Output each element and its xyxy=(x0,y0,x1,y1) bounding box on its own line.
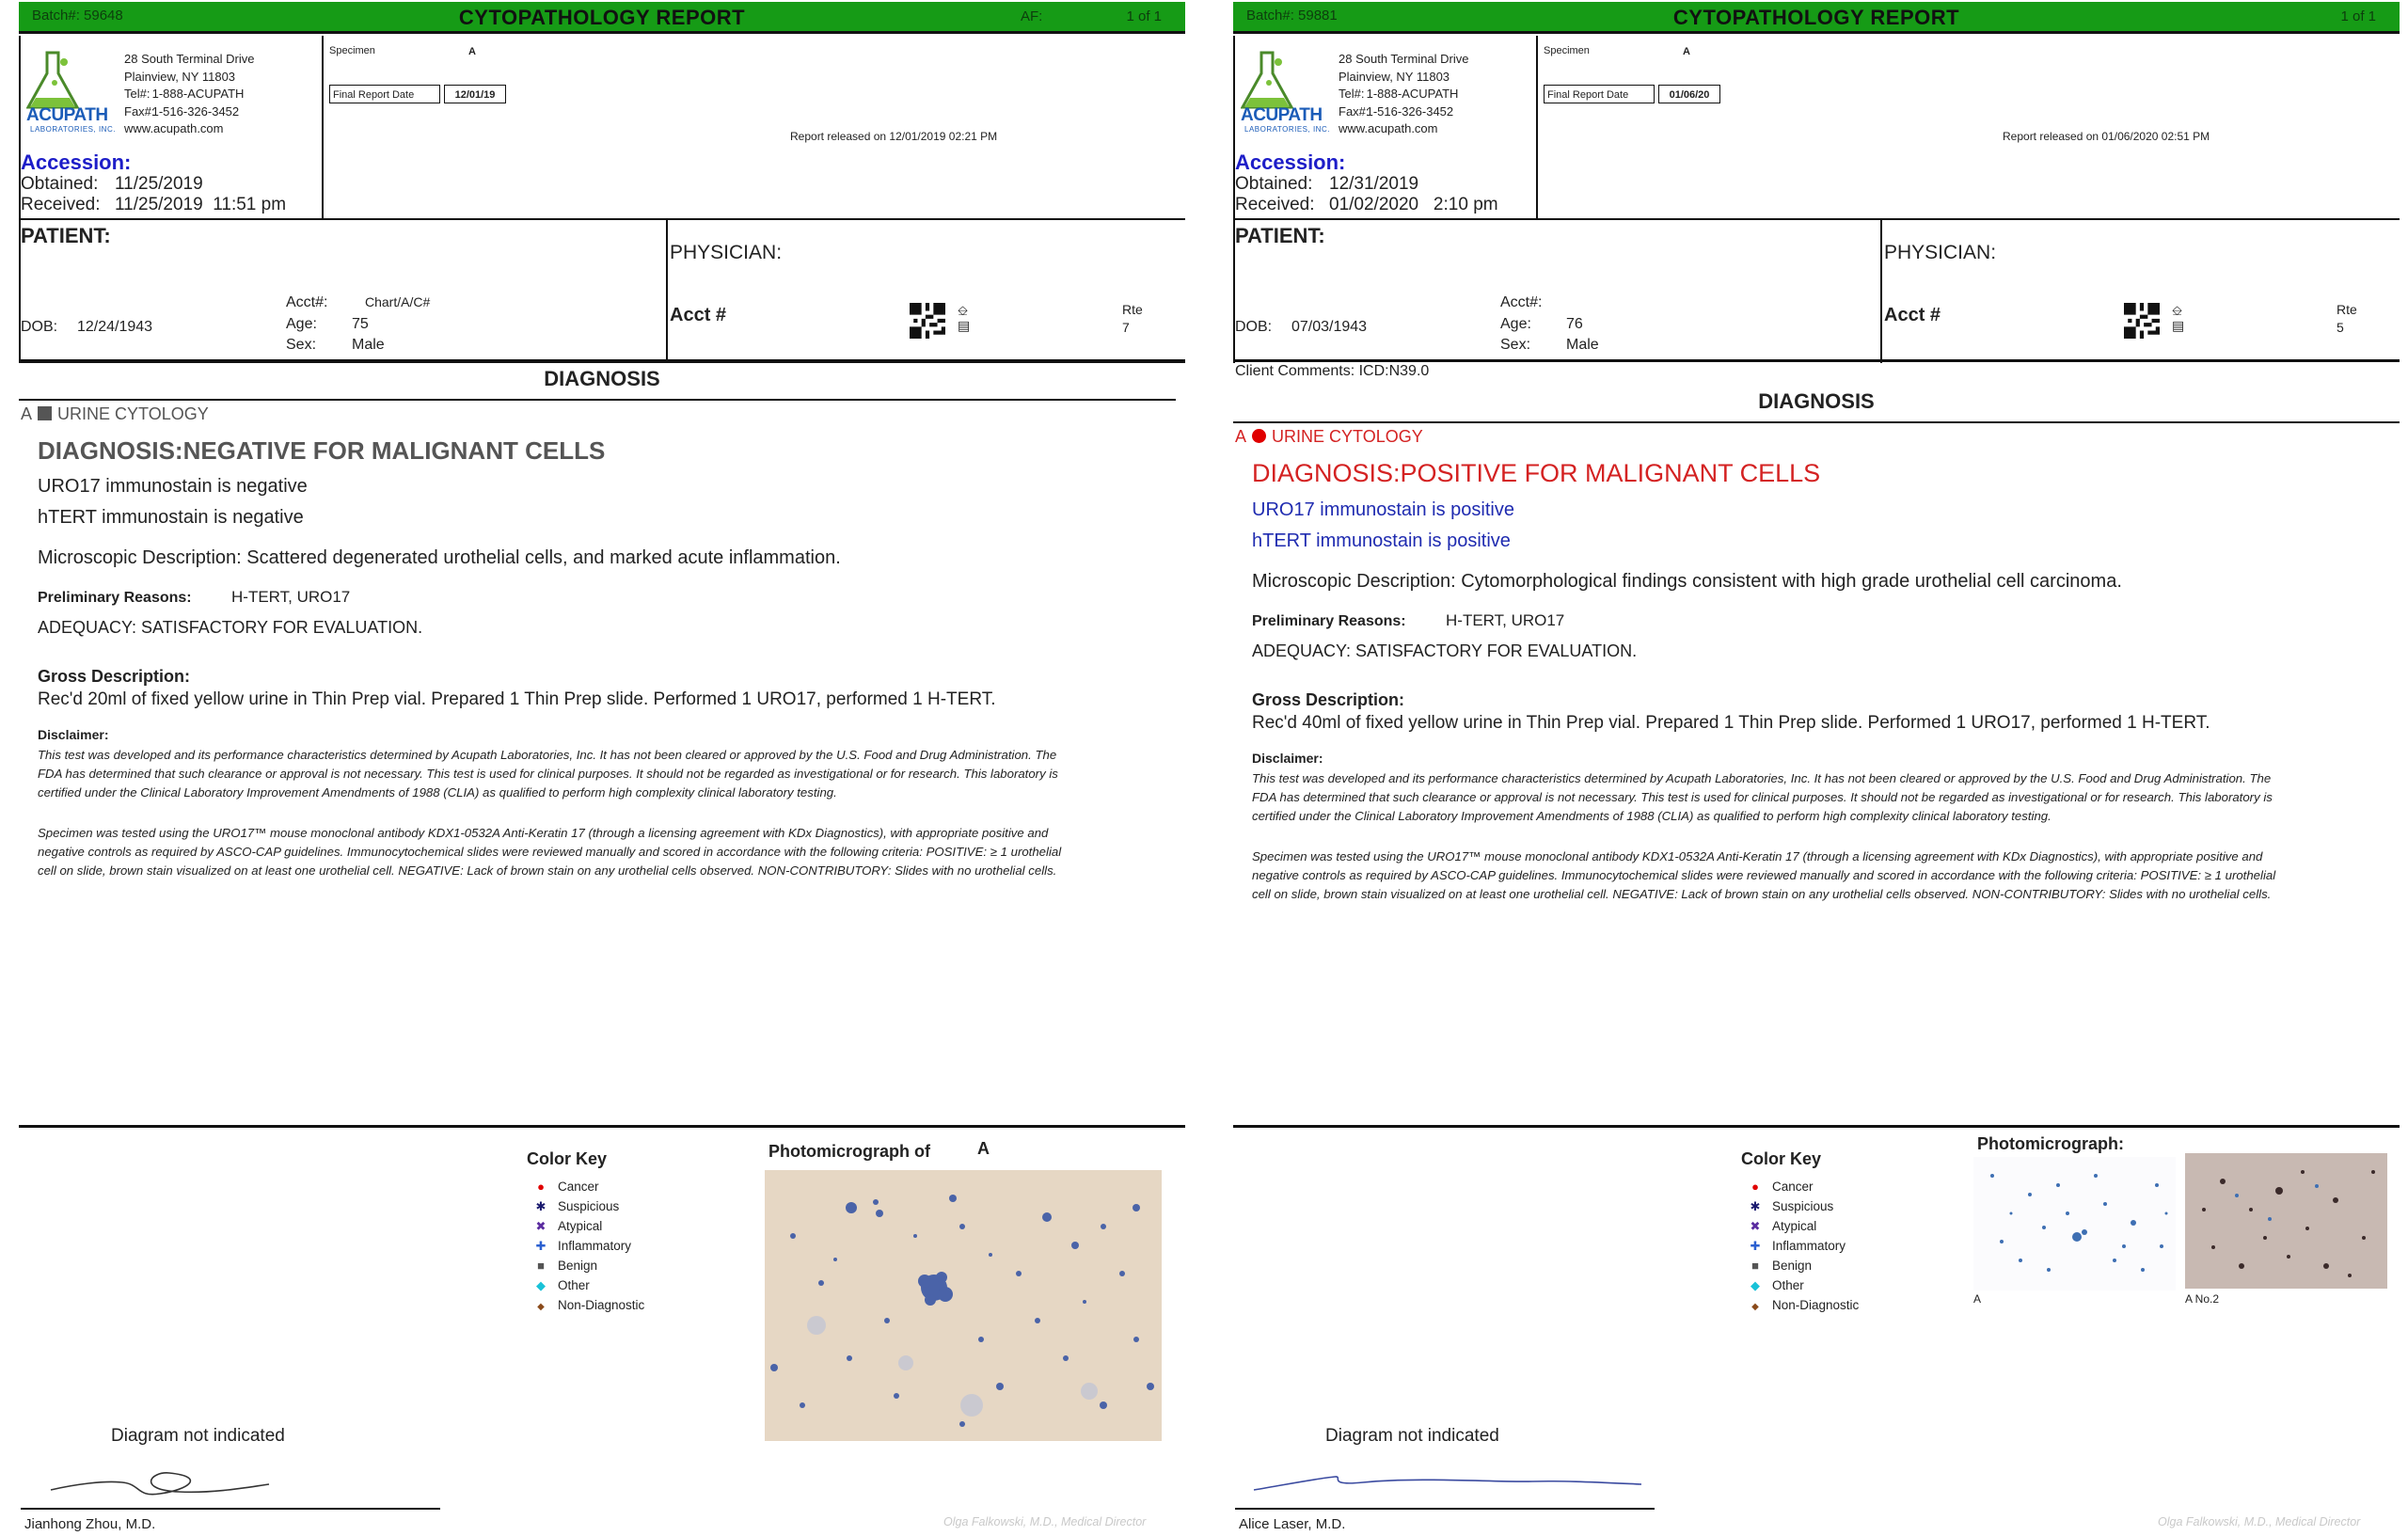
specimen-label: Specimen xyxy=(1544,45,1590,56)
tel-value: 1-888-ACUPATH xyxy=(1366,87,1459,101)
cyan-diamond-icon: ◆ xyxy=(536,1278,546,1292)
signature-line xyxy=(1235,1508,1655,1510)
purple-x-icon: ✖ xyxy=(535,1219,547,1233)
dob-value: 07/03/1943 xyxy=(1291,319,1368,335)
printer-icon: ⎒ xyxy=(958,303,969,318)
color-key-inflammatory: ✚ Inflammatory xyxy=(1746,1239,1846,1254)
blue-cross-icon: ✚ xyxy=(535,1239,547,1253)
gross-description: Rec'd 20ml of fixed yellow urine in Thin Prep vial. Prepared 1 Thin Prep slide. Performed 1 URO17, performed 1 H-TERT. xyxy=(38,689,996,709)
page-count: 1 of 1 xyxy=(2340,8,2376,24)
obtained-value: 12/31/2019 xyxy=(1329,174,1419,194)
red-dot-icon: ● xyxy=(537,1180,545,1194)
age-label: Age: xyxy=(1500,316,1531,332)
obtained-label: Obtained: xyxy=(1235,174,1313,194)
sex-value: Male xyxy=(352,337,385,353)
prelim-label: Preliminary Reasons: xyxy=(38,590,192,606)
purple-x-icon: ✖ xyxy=(1750,1219,1761,1233)
document-icon: ▤ xyxy=(2172,318,2185,333)
color-key-cancer: ● Cancer xyxy=(531,1180,599,1194)
cyan-diamond-icon: ◆ xyxy=(1751,1278,1760,1292)
lab-name: ACUPATH xyxy=(26,105,108,125)
benign-square-icon xyxy=(38,406,52,420)
diagram-not-indicated: Diagram not indicated xyxy=(1325,1426,1499,1446)
stain-result-2: hTERT immunostain is positive xyxy=(1252,530,1511,551)
received-label: Received: xyxy=(21,195,101,214)
fax-value: 1-516-326-3452 xyxy=(151,103,240,119)
report-right xyxy=(1233,0,2408,1536)
report-left xyxy=(19,0,1204,1536)
frame-line xyxy=(1233,1125,2400,1128)
sex-value: Male xyxy=(1566,337,1599,353)
printer-icon: ⎒ xyxy=(2172,303,2183,318)
frame-line xyxy=(19,399,1176,401)
lab-website[interactable]: www.acupath.com xyxy=(1339,121,1438,135)
preliminary-reasons xyxy=(38,588,350,607)
disclaimer-label: Disclaimer: xyxy=(1252,751,1323,766)
rte-label: Rte xyxy=(2337,302,2357,317)
color-key-atypical: ✖ Atypical xyxy=(531,1219,602,1234)
fax-label: Fax#: xyxy=(1339,103,1370,119)
color-key-non-diagnostic: ◆ Non-Diagnostic xyxy=(1746,1298,1859,1312)
diagnosis-header: DIAGNOSIS xyxy=(544,367,660,390)
address-line-1: 28 South Terminal Drive xyxy=(1339,52,1469,66)
address-line-1: 28 South Terminal Drive xyxy=(124,52,255,66)
photomicrograph-label: Photomicrograph of xyxy=(768,1142,930,1161)
specimen-value: A xyxy=(468,46,476,57)
frame-line xyxy=(19,359,1185,363)
received-value: 01/02/2020 2:10 pm xyxy=(1329,195,1498,214)
adequacy: ADEQUACY: SATISFACTORY FOR EVALUATION. xyxy=(1252,641,1638,660)
batch-number: Batch#: 59881 xyxy=(1246,8,1338,24)
frame-line xyxy=(1233,218,2400,220)
patient-label: PATIENT: xyxy=(1235,224,1325,247)
color-key-benign: ■ Benign xyxy=(531,1259,597,1273)
physician-acct-label: Acct # xyxy=(1884,305,1941,325)
age-value: 75 xyxy=(352,316,369,332)
tel-value: 1-888-ACUPATH xyxy=(151,87,245,101)
medical-director: Olga Falkowski, M.D., Medical Director xyxy=(943,1515,1147,1528)
final-report-date-value: 12/01/19 xyxy=(444,85,506,103)
red-dot-icon: ● xyxy=(1751,1180,1759,1194)
final-report-date-value: 01/06/20 xyxy=(1658,85,1720,103)
disclaimer-text-1: This test was developed and its performance characteristics determined by Acupath Laboratories, Inc. It has not been cleared or approved by the U.S. Food and Drug Administration. The FDA has determined that such clearance or approval is not necessary. This test is used for clinical purposes. It should not be regarded as investigational or for research. This laboratory is certified under the Clinical Laboratory Improvement Amendments of 1988 (CLIA) as qualified to perform high complexity clinical laboratory testing. xyxy=(38,748,1058,800)
navy-star-icon: ✱ xyxy=(535,1199,547,1213)
address-line-2: Plainview, NY 11803 xyxy=(1339,69,1450,84)
lab-name: ACUPATH xyxy=(1241,105,1323,125)
obtained-label: Obtained: xyxy=(21,174,99,194)
signature-line xyxy=(21,1508,440,1510)
diagnosis-title: DIAGNOSIS:POSITIVE FOR MALIGNANT CELLS xyxy=(1252,459,1821,487)
patient-acct-value: Chart/A/C# xyxy=(365,294,431,309)
sex-label: Sex: xyxy=(1500,337,1531,353)
gross-label: Gross Description: xyxy=(1252,690,1405,709)
specimen-type-line xyxy=(21,404,209,424)
dob-label: DOB: xyxy=(21,319,58,335)
report-released: Report released on 12/01/2019 02:21 PM xyxy=(790,130,998,143)
stain-result-1: URO17 immunostain is negative xyxy=(38,476,308,497)
patient-label: PATIENT: xyxy=(21,224,111,247)
color-key-suspicious: ✱ Suspicious xyxy=(1746,1199,1833,1214)
gross-description: Rec'd 40ml of fixed yellow urine in Thin Prep vial. Prepared 1 Thin Prep slide. Performed 1 URO17, performed 1 H-TERT. xyxy=(1252,713,2210,733)
accession-label: Accession: xyxy=(21,150,132,174)
specimen-type-line xyxy=(1235,427,1423,447)
prelim-label: Preliminary Reasons: xyxy=(1252,613,1406,629)
stain-result-1: URO17 immunostain is positive xyxy=(1252,499,1514,520)
prelim-value: H-TERT, URO17 xyxy=(1446,611,1565,629)
medical-director: Olga Falkowski, M.D., Medical Director xyxy=(2158,1515,2361,1528)
fax-label: Fax#: xyxy=(124,103,155,119)
client-comments: Client Comments: ICD:N39.0 xyxy=(1235,363,1430,379)
received-value: 11/25/2019 11:51 pm xyxy=(115,195,287,214)
color-key-atypical: ✖ Atypical xyxy=(1746,1219,1816,1234)
color-key-other: ◆ Other xyxy=(1746,1278,1804,1293)
photomicrograph-label: Photomicrograph: xyxy=(1977,1134,2124,1153)
color-key-non-diagnostic: ◆ Non-Diagnostic xyxy=(531,1298,644,1312)
specimen-label: Specimen xyxy=(329,45,375,56)
physician-label: PHYSICIAN: xyxy=(670,242,783,263)
frame-line xyxy=(19,218,1185,220)
physician-label: PHYSICIAN: xyxy=(1884,242,1997,263)
page-count: 1 of 1 xyxy=(1126,8,1162,24)
rte-label: Rte xyxy=(1122,302,1143,317)
frame-line xyxy=(19,1125,1185,1128)
disclaimer-label: Disclaimer: xyxy=(38,727,109,742)
signature-image xyxy=(1250,1464,1645,1496)
spec-type: URINE CYTOLOGY xyxy=(1272,427,1423,446)
photomicrograph-image-a[interactable] xyxy=(1973,1157,2176,1291)
diagnosis-title: DIAGNOSIS:NEGATIVE FOR MALIGNANT CELLS xyxy=(38,436,606,465)
lab-address xyxy=(124,51,255,138)
spec-letter: A xyxy=(21,404,33,423)
cancer-dot-icon xyxy=(1252,429,1266,443)
tel-label: Tel#: xyxy=(124,87,150,101)
gray-square-icon: ■ xyxy=(537,1259,545,1273)
sex-label: Sex: xyxy=(286,337,317,353)
color-key-title: Color Key xyxy=(527,1149,608,1168)
report-title: CYTOPATHOLOGY REPORT xyxy=(458,6,746,29)
frame-line xyxy=(666,218,668,363)
navy-star-icon: ✱ xyxy=(1750,1199,1761,1213)
accession-dates xyxy=(21,174,286,215)
specimen-value: A xyxy=(1683,46,1690,57)
gray-square-icon: ■ xyxy=(1751,1259,1759,1273)
report-released: Report released on 01/06/2020 02:51 PM xyxy=(2003,130,2210,143)
report-banner xyxy=(19,2,1185,34)
color-key-benign: ■ Benign xyxy=(1746,1259,1812,1273)
signature-image xyxy=(47,1456,273,1501)
age-label: Age: xyxy=(286,316,317,332)
address-line-2: Plainview, NY 11803 xyxy=(124,69,236,84)
prelim-value: H-TERT, URO17 xyxy=(231,588,351,606)
rte-value: 7 xyxy=(1122,320,1130,335)
final-report-date-label: Final Report Date xyxy=(329,85,440,103)
frame-line xyxy=(1233,359,2400,362)
stain-result-2: hTERT immunostain is negative xyxy=(38,507,304,528)
preliminary-reasons xyxy=(1252,611,1564,630)
spec-type: URINE CYTOLOGY xyxy=(57,404,209,423)
lab-subname: LABORATORIES, INC. xyxy=(1244,125,1330,134)
report-title: CYTOPATHOLOGY REPORT xyxy=(1672,6,1960,29)
disclaimer-text-2: Specimen was tested using the URO17™ mouse monoclonal antibody KDX1-0532A Anti-Keratin 17 (through a licensing agreement with KDx Diagnostics), with appropriate positive and negative controls as required by ASCO-CAP guidelines. Immunocytochemical slides were reviewed manually and scored in accordance with the following criteria: POSITIVE: ≥ 1 urothelial cell on slide, brown stain visualized on at least one urothelial cell. NEGATIVE: Lack of brown stain on any urothelial cells observed. NON-CONTRIBUTORY: Slides with no urothelial cells. xyxy=(1252,849,2276,901)
obtained-value: 11/25/2019 xyxy=(115,174,203,194)
tel-label: Tel#: xyxy=(1339,87,1365,101)
final-report-date-label: Final Report Date xyxy=(1544,85,1655,103)
color-key-title: Color Key xyxy=(1741,1149,1822,1168)
fax-value: 1-516-326-3452 xyxy=(1366,103,1454,119)
patient-acct-label: Acct#: xyxy=(286,294,328,310)
accession-dates xyxy=(1235,174,1498,215)
photomicrograph-image[interactable] xyxy=(765,1170,1162,1441)
frame-line xyxy=(1880,218,1882,363)
rte-value: 5 xyxy=(2337,320,2344,335)
accession-label: Accession: xyxy=(1235,150,1346,174)
microscopic-description: Microscopic Description: Cytomorphological findings consistent with high grade urothelial cell carcinoma. xyxy=(1252,571,2122,592)
age-value: 76 xyxy=(1566,316,1583,332)
disclaimer-text-2: Specimen was tested using the URO17™ mouse monoclonal antibody KDX1-0532A Anti-Keratin 17 (through a licensing agreement with KDx Diagnostics), with appropriate positive and negative controls as required by ASCO-CAP guidelines. Immunocytochemical slides were reviewed manually and scored in accordance with the following criteria: POSITIVE: ≥ 1 urothelial cell on slide, brown stain visualized on at least one urothelial cell. NEGATIVE: Lack of brown stain on any urothelial cells observed. NON-CONTRIBUTORY: Slides with no urothelial cells. xyxy=(38,826,1062,878)
diagram-not-indicated: Diagram not indicated xyxy=(111,1426,285,1446)
lab-address xyxy=(1339,51,1469,138)
color-key-suspicious: ✱ Suspicious xyxy=(531,1199,619,1214)
dob-label: DOB: xyxy=(1235,319,1273,335)
frame-line xyxy=(1233,421,2400,423)
blue-cross-icon: ✚ xyxy=(1750,1239,1761,1253)
lab-website[interactable]: www.acupath.com xyxy=(124,121,224,135)
af-label: AF: xyxy=(1021,8,1043,24)
qr-code-icon xyxy=(910,303,945,339)
color-key-inflammatory: ✚ Inflammatory xyxy=(531,1239,631,1254)
gross-label: Gross Description: xyxy=(38,667,191,686)
brown-diamond-icon: ◆ xyxy=(537,1302,545,1312)
adequacy: ADEQUACY: SATISFACTORY FOR EVALUATION. xyxy=(38,618,423,637)
photomicrograph-image-b[interactable] xyxy=(2185,1153,2387,1289)
qr-code-icon xyxy=(2124,303,2160,339)
batch-number: Batch#: 59648 xyxy=(32,8,123,24)
signer-name: Jianhong Zhou, M.D. xyxy=(24,1516,156,1532)
color-key-other: ◆ Other xyxy=(531,1278,590,1293)
frame-line xyxy=(1536,36,1538,220)
lab-subname: LABORATORIES, INC. xyxy=(30,125,116,134)
disclaimer-text-1: This test was developed and its performance characteristics determined by Acupath Laboratories, Inc. It has not been cleared or approved by the U.S. Food and Drug Administration. The FDA has determined that such clearance or approval is not necessary. This test is used for clinical purposes. It should not be regarded as investigational or for research. This laboratory is certified under the Clinical Laboratory Improvement Amendments of 1988 (CLIA) as qualified to perform high complexity clinical laboratory testing. xyxy=(1252,771,2273,823)
physician-acct-label: Acct # xyxy=(670,305,727,325)
color-key-cancer: ● Cancer xyxy=(1746,1180,1814,1194)
received-label: Received: xyxy=(1235,195,1315,214)
spec-letter: A xyxy=(1235,427,1247,446)
document-icon: ▤ xyxy=(958,318,971,333)
dob-value: 12/24/1943 xyxy=(77,319,153,335)
photomicrograph-caption-a: A xyxy=(1973,1292,1982,1306)
patient-acct-label: Acct#: xyxy=(1500,294,1543,310)
microscopic-description: Microscopic Description: Scattered degenerated urothelial cells, and marked acute inflammation. xyxy=(38,547,841,568)
report-banner xyxy=(1233,2,2400,34)
frame-line xyxy=(322,36,324,220)
brown-diamond-icon: ◆ xyxy=(1751,1302,1759,1312)
photomicrograph-specimen: A xyxy=(977,1139,990,1158)
diagnosis-header: DIAGNOSIS xyxy=(1758,389,1875,413)
photomicrograph-caption-b: A No.2 xyxy=(2185,1292,2220,1306)
signer-name: Alice Laser, M.D. xyxy=(1239,1516,1346,1532)
